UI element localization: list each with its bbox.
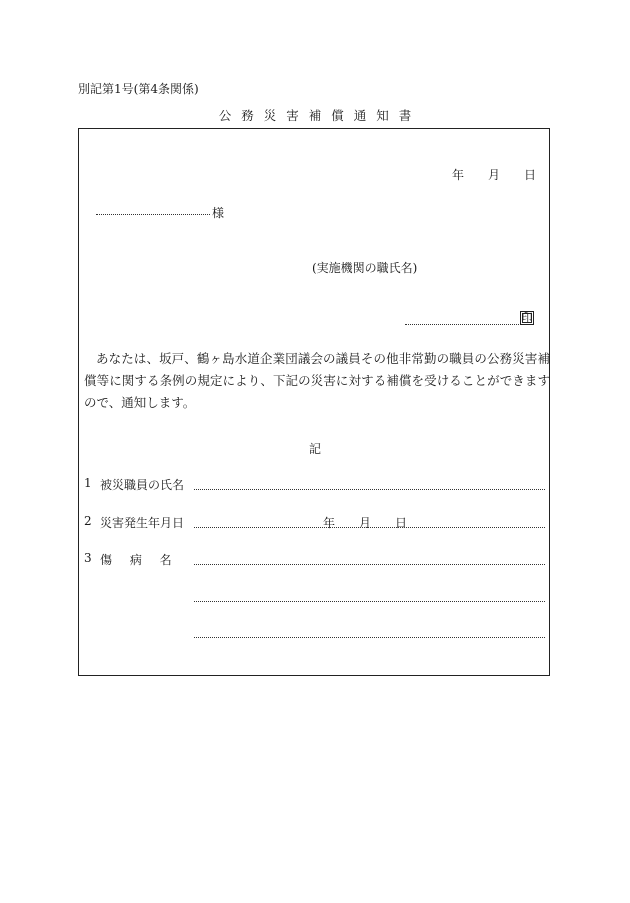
seal-mark: 印 (521, 311, 533, 324)
date-year-label: 年 (452, 168, 465, 182)
incident-month-label: 月 (359, 516, 372, 530)
injury-name-field-line-3[interactable] (194, 637, 545, 638)
incident-date-field[interactable] (194, 527, 545, 528)
item-label-injury-name: 傷 病 名 (100, 553, 179, 567)
record-heading: 記 (308, 442, 321, 456)
injury-name-field-line-2[interactable] (194, 601, 545, 602)
incident-day-label: 日 (395, 516, 408, 530)
injury-name-field[interactable] (194, 564, 545, 565)
recipient-name-field[interactable] (96, 214, 210, 215)
document-title: 公務災害補償通知書 (218, 108, 422, 123)
date-day-label: 日 (524, 168, 537, 182)
item-label-victim-name: 被災職員の氏名 (100, 478, 185, 492)
item-number: 1 (84, 476, 92, 490)
recipient-honorific: 様 (212, 206, 225, 220)
item-number: 2 (84, 514, 92, 528)
form-number-label: 別記第1号(第4条関係) (78, 82, 199, 96)
issuer-title-label: (実施機関の職氏名) (312, 261, 418, 275)
item-label-incident-date: 災害発生年月日 (100, 516, 185, 530)
victim-name-field[interactable] (194, 489, 545, 490)
incident-year-label: 年 (323, 516, 336, 530)
issuer-name-field[interactable] (405, 324, 519, 325)
notice-body-text: あなたは、坂戸、鶴ヶ島水道企業団議会の議員その他非常勤の職員の公務災害補償等に関する条例の規定により、下記の災害に対する補償を受けることができますので、通知します。 (84, 351, 550, 410)
date-month-label: 月 (488, 168, 501, 182)
item-number: 3 (84, 551, 92, 565)
